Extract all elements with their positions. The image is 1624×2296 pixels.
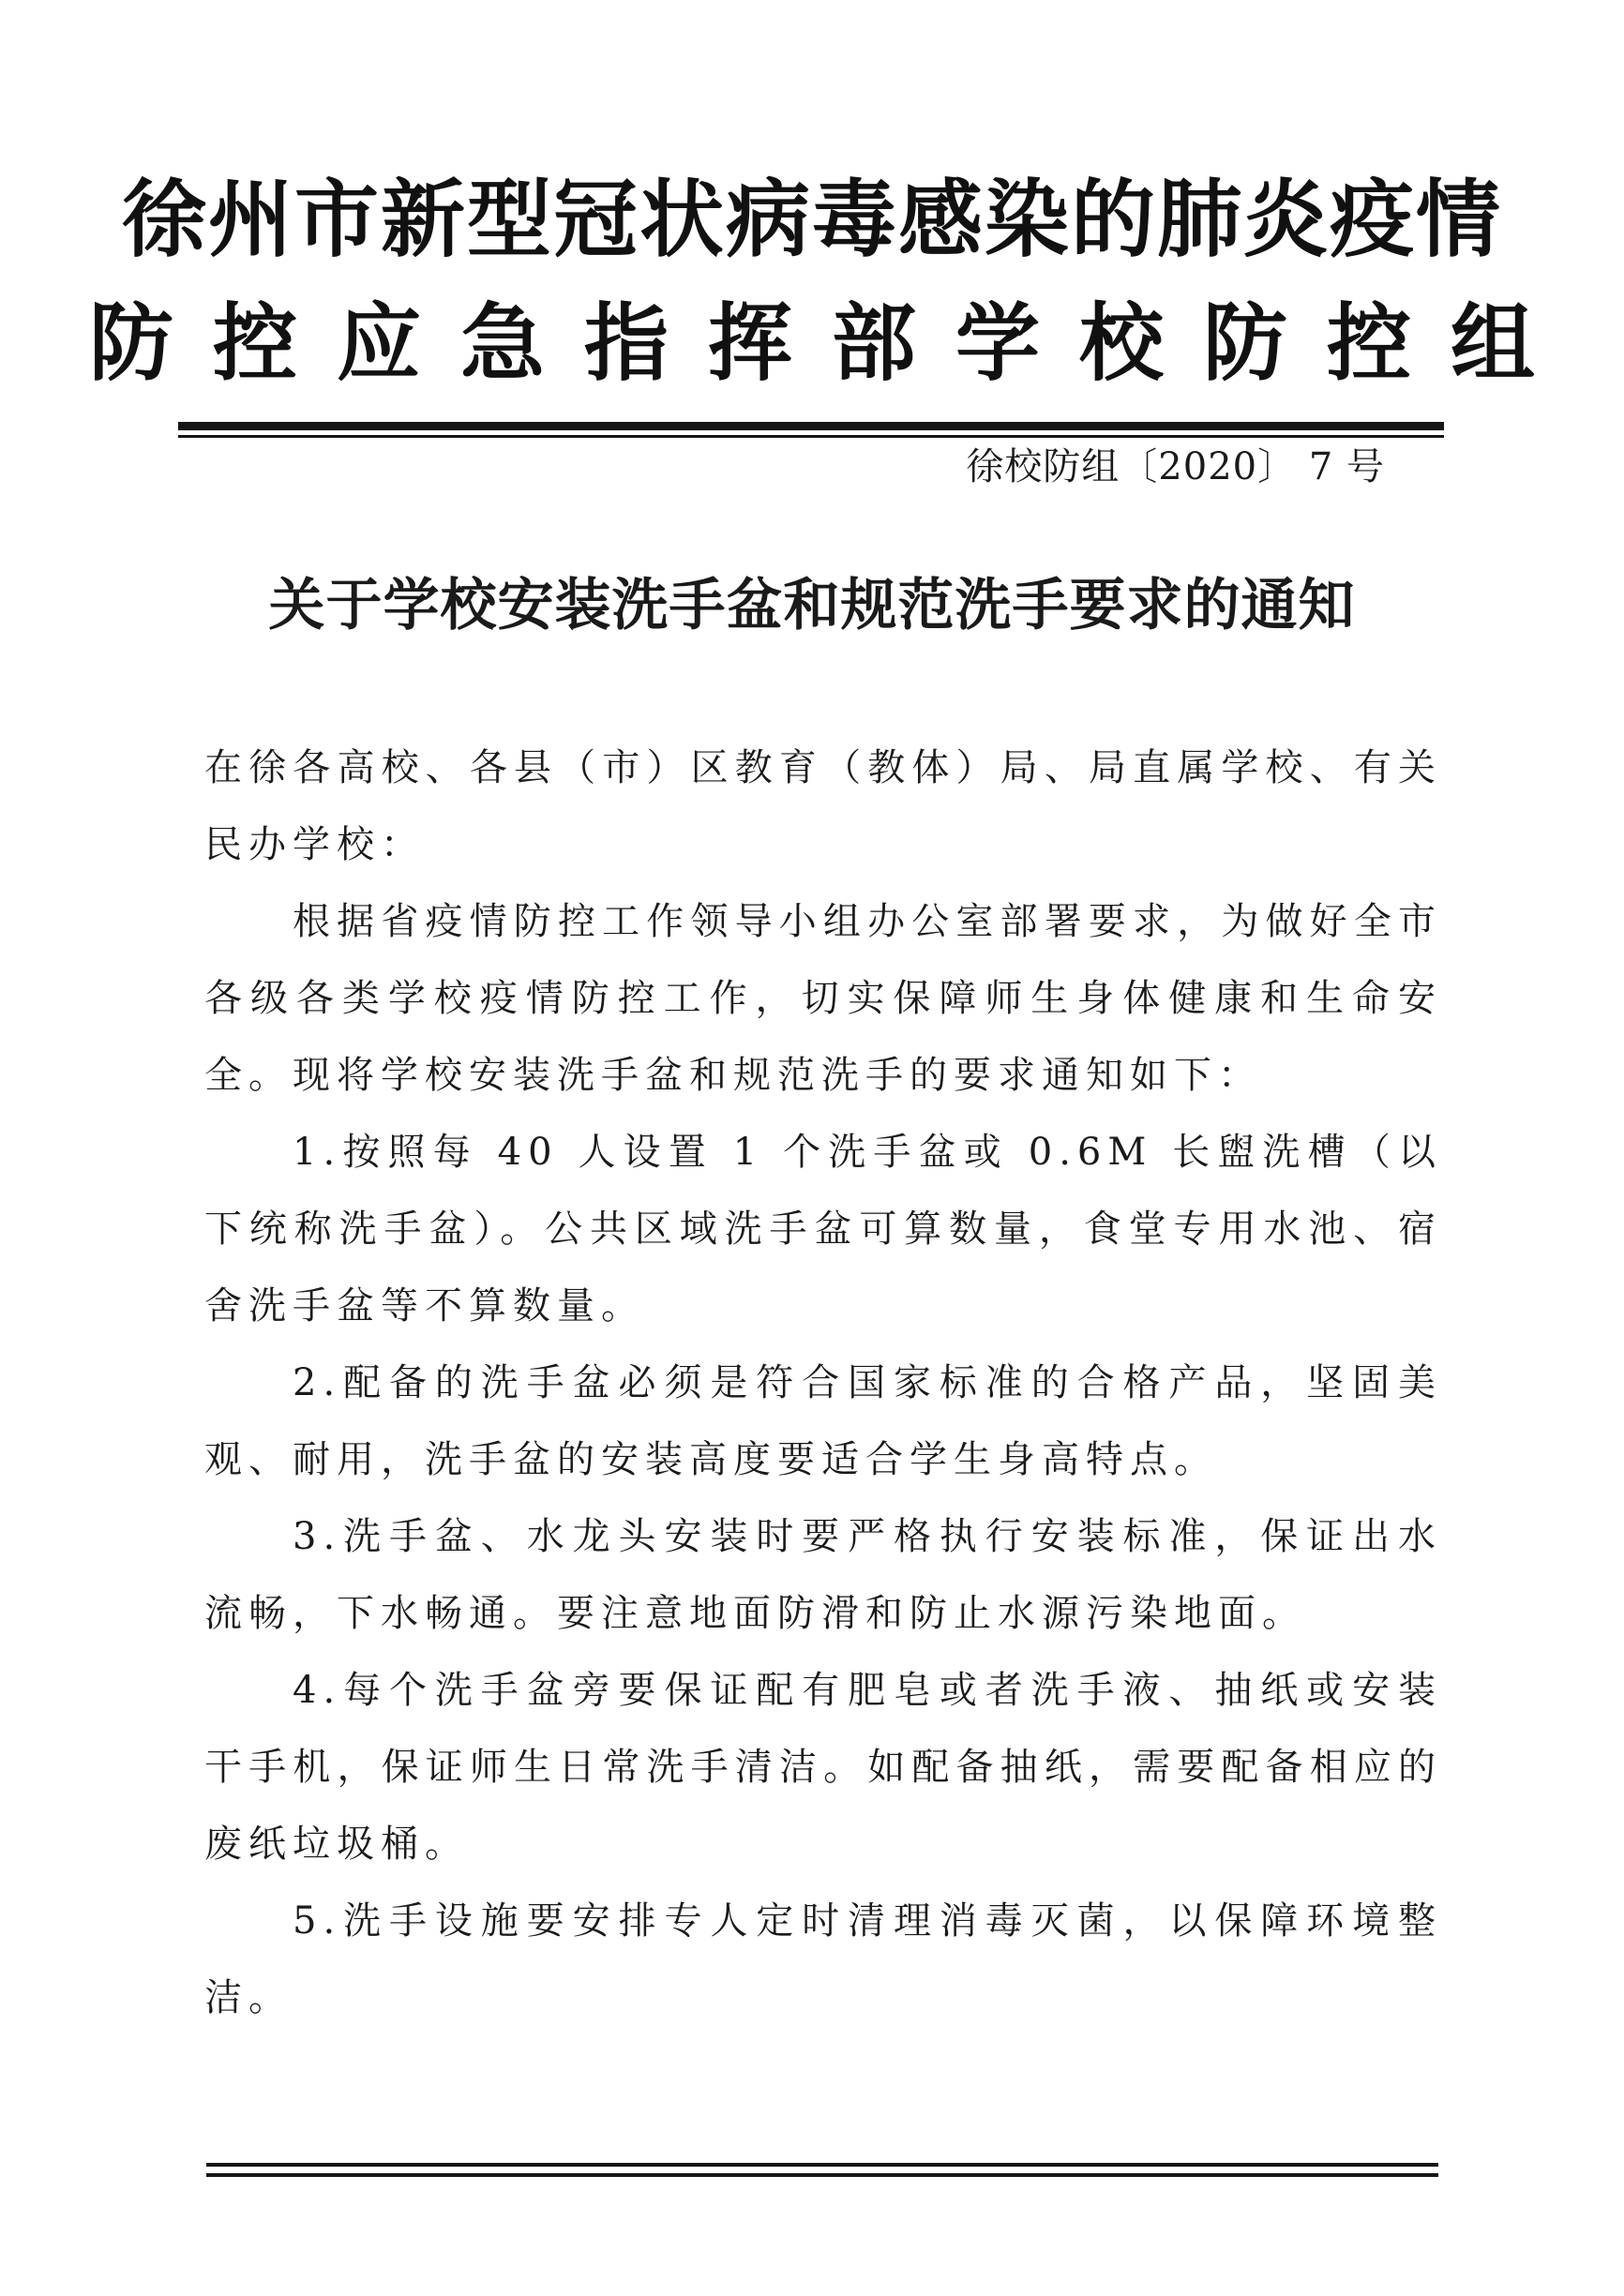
- requirement-item-1: 1.按照每 40 人设置 1 个洗手盆或 0.6M 长盥洗槽（以下统称洗手盆）。公共区域洗手盆可算数量，食堂专用水池、宿舍洗手盆等不算数量。: [204, 1131, 1442, 1328]
- issuing-authority-line-1: 徐州市新型冠状病毒感染的肺炎疫情: [122, 171, 1502, 269]
- requirement-item-2: 2.配备的洗手盆必须是符合国家标准的合格产品，坚固美观、耐用，洗手盆的安装高度要适合学生身高特点。: [204, 1361, 1442, 1481]
- document-number: 徐校防组〔2020〕 7 号: [966, 445, 1385, 488]
- header-divider-thin: [178, 435, 1444, 438]
- salutation: 在徐各高校、各县（市）区教育（教体）局、局直属学校、有关民办学校：: [204, 746, 1442, 866]
- footer-divider-top: [206, 2163, 1438, 2167]
- document-body: [204, 729, 1442, 2036]
- requirement-item-5: 5.洗手设施要安排专人定时清理消毒灭菌，以保障环境整洁。: [204, 1899, 1442, 2019]
- issuing-authority-line-2: 防控应急指挥部学校防控组: [89, 294, 1574, 393]
- notice-title: 关于学校安装洗手盆和规范洗手要求的通知: [268, 573, 1356, 638]
- intro-paragraph: 根据省疫情防控工作领导小组办公室部署要求，为做好全市各级各类学校疫情防控工作，切实保障师生身体健康和生命安全。现将学校安装洗手盆和规范洗手的要求通知如下：: [204, 900, 1442, 1097]
- header-divider-thick: [178, 422, 1444, 430]
- requirement-item-4: 4.每个洗手盆旁要保证配有肥皂或者洗手液、抽纸或安装干手机，保证师生日常洗手清洁。如配备抽纸，需要配备相应的废纸垃圾桶。: [204, 1669, 1442, 1866]
- footer-divider-bottom: [206, 2173, 1438, 2177]
- requirement-item-3: 3.洗手盆、水龙头安装时要严格执行安装标准，保证出水流畅，下水畅通。要注意地面防滑和防止水源污染地面。: [204, 1515, 1442, 1635]
